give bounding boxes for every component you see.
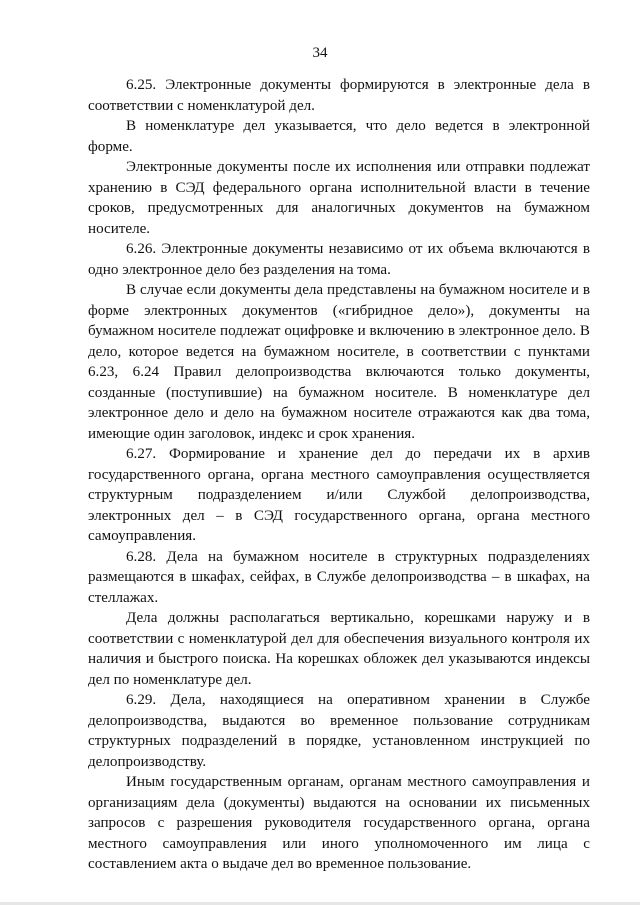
- paragraph-6-29: 6.29. Дела, находящиеся на оперативном хранении в Службе делопроизводства, выдаются во временное пользование сотрудникам структурных подразделений в порядке, установленном инструкцией по делопроизводству.: [88, 692, 590, 770]
- paragraph-hybrid-case: В случае если документы дела представлены на бумажном носителе и в форме электронных документов («гибридное дело»), документы на бумажном носителе подлежат оцифровке и включению в электронное дело. В дело, которое ведется на бумажном носителе, в соответствии с пунктами 6.23, 6.24 Правил делопроизводства включаются только документы, созданные (поступившие) на бумажном носителе. В номенклатуре дел электронное дело и дело на бумажном носителе отражаются как два тома, имеющие один заголовок, индекс и срок хранения.: [88, 282, 590, 442]
- paragraph-vertical-placement: Дела должны располагаться вертикально, корешками наружу и в соответствии с номенклатурой дел для обеспечения визуального контроля их наличия и быстрого поиска. На корешках обложек дел указываются индексы дел по номенклатуре дел.: [88, 610, 590, 688]
- paragraph-6-26: 6.26. Электронные документы независимо от их объема включаются в одно электронное дело без разделения на тома.: [88, 241, 590, 278]
- paragraph-nomenclature-electronic: В номенклатуре дел указывается, что дело ведется в электронной форме.: [88, 118, 590, 155]
- page-number: 34: [312, 45, 328, 61]
- paragraph-6-25: 6.25. Электронные документы формируются в электронные дела в соответствии с номенклатурой дел.: [88, 77, 590, 114]
- paragraph-storage-sed: Электронные документы после их исполнения или отправки подлежат хранению в СЭД федерального органа исполнительной власти в течение сроков, предусмотренных для аналогичных документов на бумажном носителе.: [88, 159, 590, 237]
- paragraph-6-28: 6.28. Дела на бумажном носителе в структурных подразделениях размещаются в шкафах, сейфах, в Службе делопроизводства – в шкафах, на стеллажах.: [88, 548, 590, 606]
- document-body: [88, 75, 590, 875]
- paragraph-other-bodies: Иным государственным органам, органам местного самоуправления и организациям дела (документы) выдаются на основании их письменных запросов с разрешения руководителя государственного органа, органа местного самоуправления или иного уполномоченного им лица с составлением акта о выдаче дел во временное пользование.: [88, 774, 590, 872]
- paragraph-6-27: 6.27. Формирование и хранение дел до передачи их в архив государственного органа, органа местного самоуправления осуществляется структурным подразделением и/или Службой делопроизводства, электронных дел – в СЭД государственного органа, органа местного самоуправления.: [88, 446, 590, 544]
